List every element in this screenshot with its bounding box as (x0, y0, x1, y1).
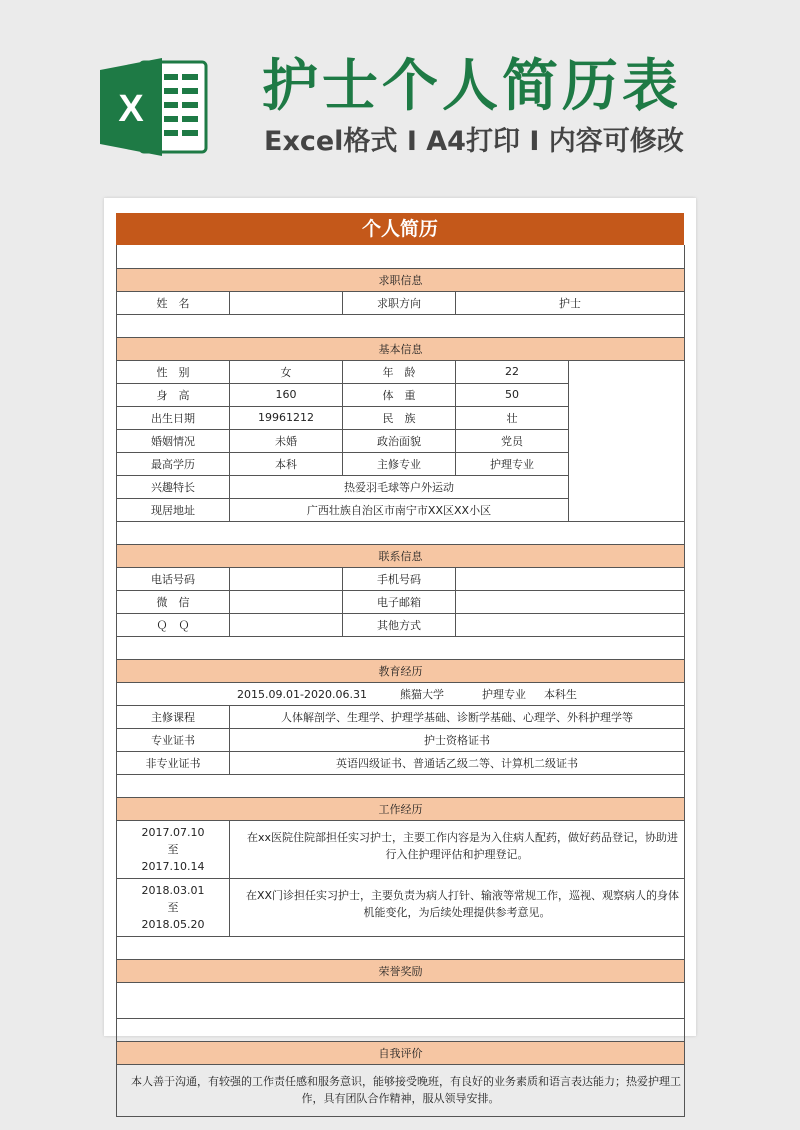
photo-cell[interactable] (569, 360, 685, 521)
cell-value[interactable]: 50 (456, 383, 569, 406)
table-row (117, 751, 685, 774)
cell-value[interactable]: 壮 (456, 406, 569, 429)
cell-label: 主修课程 (117, 705, 230, 728)
page-subtitle: Excel格式 I A4打印 I 内容可修改 (264, 126, 684, 157)
section-title: 联系信息 (117, 544, 685, 567)
table-row (117, 820, 685, 878)
spacer-row (117, 314, 685, 337)
cell-value[interactable]: 英语四级证书、普通话乙级二等、计算机二级证书 (230, 751, 685, 774)
table-row (117, 567, 685, 590)
cell-value[interactable]: 人体解剖学、生理学、护理学基础、诊断学基础、心理学、外科护理学等 (230, 705, 685, 728)
cell-label: 姓 名 (117, 291, 230, 314)
cell-label: 其他方式 (343, 613, 456, 636)
section-title: 工作经历 (117, 797, 685, 820)
section-title: 教育经历 (117, 659, 685, 682)
cell-label: 电子邮箱 (343, 590, 456, 613)
excel-logo-icon (100, 58, 210, 156)
spacer-row (117, 245, 685, 268)
cell-value[interactable]: 160 (230, 383, 343, 406)
section-title: 荣誉奖励 (117, 959, 685, 982)
cell-label: 电话号码 (117, 567, 230, 590)
honors-value[interactable] (117, 982, 685, 1018)
spacer-row (117, 774, 685, 797)
education-entry[interactable] (117, 682, 685, 705)
spacer-row (117, 636, 685, 659)
cell-value[interactable]: 热爱羽毛球等户外运动 (230, 475, 569, 498)
cell-label: 求职方向 (343, 291, 456, 314)
cell-label: 最高学历 (117, 452, 230, 475)
cell-label: 体 重 (343, 383, 456, 406)
cell-value[interactable]: 护理专业 (456, 452, 569, 475)
table-row (117, 613, 685, 636)
cell-label: 年 龄 (343, 360, 456, 383)
resume-header: 个人简历 (116, 213, 684, 245)
cell-label: Ｑ Ｑ (117, 613, 230, 636)
education-major: 护理专业 (482, 687, 526, 701)
excel-logo-letter: X (118, 88, 144, 130)
work-end: 2018.05.20 (141, 917, 205, 931)
section-row-self-eval (117, 1041, 685, 1064)
table-row (117, 982, 685, 1018)
cell-value[interactable] (230, 291, 343, 314)
cell-value[interactable]: 党员 (456, 429, 569, 452)
cell-value[interactable]: 未婚 (230, 429, 343, 452)
work-start: 2018.03.01 (141, 883, 205, 897)
cell-value[interactable] (230, 567, 343, 590)
cell-value[interactable] (230, 590, 343, 613)
table-row (117, 728, 685, 751)
cell-value[interactable]: 护士资格证书 (230, 728, 685, 751)
section-title: 基本信息 (117, 337, 685, 360)
self-eval-value[interactable] (117, 1064, 685, 1116)
table-row (117, 682, 685, 705)
resume-sheet (104, 198, 696, 1105)
cell-value[interactable] (230, 613, 343, 636)
work-description[interactable] (230, 878, 685, 936)
table-row (117, 590, 685, 613)
cell-label: 性 别 (117, 360, 230, 383)
section-row-contact (117, 544, 685, 567)
cell-value[interactable] (456, 590, 685, 613)
work-description-text: 在xx医院住院部担任实习护士，主要工作内容是为入住病人配药，做好药品登记，协助进行入住护理评估和护理登记。 (246, 831, 679, 861)
cell-value[interactable]: 女 (230, 360, 343, 383)
cell-value[interactable]: 19961212 (230, 406, 343, 429)
cell-value[interactable]: 本科 (230, 452, 343, 475)
spacer-row (117, 521, 685, 544)
spacer-row (117, 1018, 685, 1041)
cell-label: 政治面貌 (343, 429, 456, 452)
cell-label: 现居地址 (117, 498, 230, 521)
cell-label: 微 信 (117, 590, 230, 613)
cell-label: 出生日期 (117, 406, 230, 429)
section-title: 求职信息 (117, 268, 685, 291)
work-to: 至 (167, 842, 179, 856)
page-title: 护士个人简历表 (262, 54, 682, 119)
section-title: 自我评价 (117, 1041, 685, 1064)
section-row-work (117, 797, 685, 820)
table-row (117, 878, 685, 936)
cell-value[interactable]: 22 (456, 360, 569, 383)
education-school: 熊猫大学 (400, 687, 444, 701)
cell-value[interactable] (456, 613, 685, 636)
cell-label: 非专业证书 (117, 751, 230, 774)
cell-value[interactable]: 护士 (456, 291, 685, 314)
work-date-cell (117, 878, 230, 936)
cell-label: 身 高 (117, 383, 230, 406)
education-period: 2015.09.01-2020.06.31 (237, 687, 367, 701)
section-row-education (117, 659, 685, 682)
work-end: 2017.10.14 (141, 859, 205, 873)
table-row (117, 291, 685, 314)
resume-table (116, 245, 685, 1117)
cell-label: 主修专业 (343, 452, 456, 475)
work-description-text: 在XX门诊担任实习护士，主要负责为病人打针、输液等常规工作，巡视、观察病人的身体机能变化，为后续处理提供参考意见。 (245, 889, 680, 919)
cell-value[interactable]: 广西壮族自治区市南宁市XX区XX小区 (230, 498, 569, 521)
table-row (117, 360, 685, 383)
cell-label: 手机号码 (343, 567, 456, 590)
cell-label: 专业证书 (117, 728, 230, 751)
section-row-basic (117, 337, 685, 360)
section-row-honors (117, 959, 685, 982)
cell-value[interactable] (456, 567, 685, 590)
self-eval-text: 本人善于沟通，有较强的工作责任感和服务意识，能够接受晚班，有良好的业务素质和语言表达能力；热爱护理工作，具有团队合作精神，服从领导安排。 (131, 1075, 681, 1105)
work-date-cell (117, 820, 230, 878)
banner (0, 0, 800, 195)
section-row-job (117, 268, 685, 291)
work-description[interactable] (230, 820, 685, 878)
spacer-row (117, 936, 685, 959)
work-start: 2017.07.10 (141, 825, 205, 839)
cell-label: 婚姻情况 (117, 429, 230, 452)
cell-label: 民 族 (343, 406, 456, 429)
cell-label: 兴趣特长 (117, 475, 230, 498)
education-degree: 本科生 (544, 687, 577, 701)
table-row (117, 1064, 685, 1116)
work-to: 至 (167, 900, 179, 914)
table-row (117, 705, 685, 728)
